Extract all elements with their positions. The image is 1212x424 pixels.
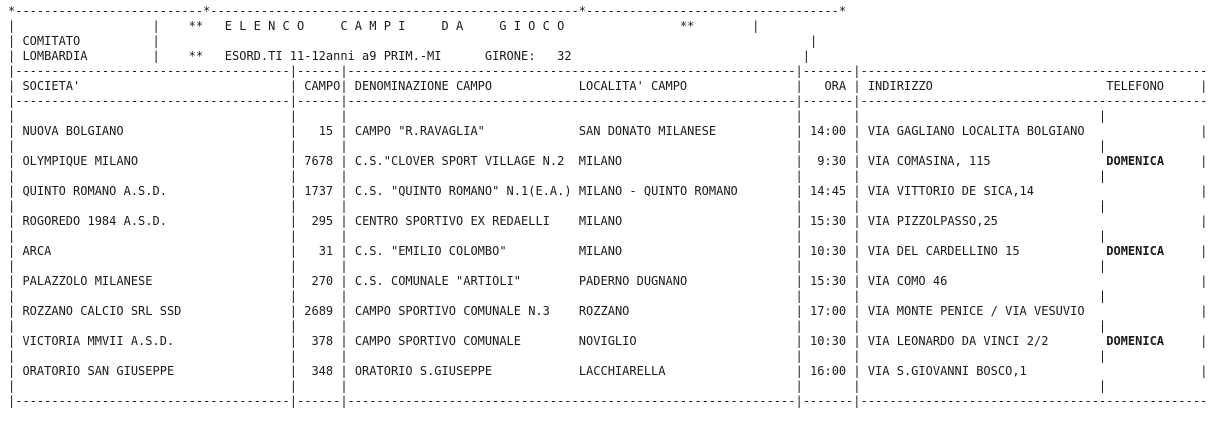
group-label: GIRONE: xyxy=(484,49,536,63)
row-localita: SAN DONATO MILANESE xyxy=(578,124,717,138)
row-indirizzo: VIA PIZZOLPASSO,25 xyxy=(867,214,998,228)
row-denominazione: C.S. COMUNALE "ARTIOLI" xyxy=(354,274,522,288)
row-denominazione: CAMPO SPORTIVO COMUNALE N.3 xyxy=(354,304,550,318)
table-row: | ORATORIO SAN GIUSEPPE | 348 | ORATORIO S.GIUSEPPE LACCHIARELLA | 16:00 | VIA S.GIOVANNI BOSCO,1 | xyxy=(8,364,1208,378)
row-societa: QUINTO ROMANO A.S.D. xyxy=(22,184,167,198)
table-row: | VICTORIA MMVII A.S.D. | 378 | CAMPO SPORTIVO COMUNALE NOVIGLIO | 10:30 | VIA LEONARDO DA VINCI 2/2 DOMENICA | xyxy=(8,334,1208,348)
row-denominazione: C.S."CLOVER SPORT VILLAGE N.2 xyxy=(354,154,565,168)
col-campo: CAMPO xyxy=(304,79,341,93)
row-localita: MILANO xyxy=(578,244,623,258)
row-denominazione: C.S. "EMILIO COLOMBO" xyxy=(354,244,507,258)
row-indirizzo: VIA GAGLIANO LOCALITA BOLGIANO xyxy=(867,124,1085,138)
fields-list-document xyxy=(8,4,1207,409)
blank-line: | | | | | | xyxy=(8,289,1107,303)
blank-line: | | | | | | xyxy=(8,349,1107,363)
row-campo: 7678 xyxy=(304,154,334,168)
blank-line: | | | | | | xyxy=(8,109,1107,123)
row-indirizzo: VIA LEONARDO DA VINCI 2/2 xyxy=(867,334,1049,348)
table-row: | ROZZANO CALCIO SRL SSD | 2689 | CAMPO SPORTIVO COMUNALE N.3 ROZZANO | 17:00 | VIA MONTE PENICE / VIA VESUVIO | xyxy=(8,304,1208,318)
row-telefono: DOMENICA xyxy=(1106,154,1165,168)
row-campo: 31 xyxy=(318,244,334,258)
row-localita: PADERNO DUGNANO xyxy=(578,274,688,288)
row-campo: 295 xyxy=(311,214,334,228)
group-value: 32 xyxy=(557,49,572,63)
row-localita: MILANO xyxy=(578,154,623,168)
row-ora: 10:30 xyxy=(810,244,847,258)
row-indirizzo: VIA S.GIOVANNI BOSCO,1 xyxy=(867,364,1027,378)
row-denominazione: ORATORIO S.GIUSEPPE xyxy=(354,364,493,378)
col-societa: SOCIETA' xyxy=(22,79,81,93)
row-telefono: DOMENICA xyxy=(1106,244,1165,258)
committee-line: | COMITATO | | xyxy=(8,34,818,48)
row-campo: 270 xyxy=(311,274,334,288)
col-localita: LOCALITA' CAMPO xyxy=(578,79,688,93)
col-telefono: TELEFONO xyxy=(1106,79,1165,93)
row-indirizzo: VIA MONTE PENICE / VIA VESUVIO xyxy=(867,304,1085,318)
table-row: | ROGOREDO 1984 A.S.D. | 295 | CENTRO SPORTIVO EX REDAELLI MILANO | 15:30 | VIA PIZZOLPASSO,25 | xyxy=(8,214,1208,228)
row-societa: PALAZZOLO MILANESE xyxy=(22,274,153,288)
title-line: | | ** E L E N C O C A M P I D A G I O C O ** | xyxy=(8,19,760,33)
row-societa: ROGOREDO 1984 A.S.D. xyxy=(22,214,167,228)
committee-line2: LOMBARDIA xyxy=(22,49,88,63)
header-separator: |--------------------------------------|------|--------------------------------------------------------------|-------|------------------------------------------------ xyxy=(8,94,1208,108)
col-indirizzo: INDIRIZZO xyxy=(867,79,933,93)
blank-line: | | | | | | xyxy=(8,199,1107,213)
row-denominazione: C.S. "QUINTO ROMANO" N.1(E.A.) xyxy=(354,184,572,198)
blank-line: | | | | | | xyxy=(8,379,1107,393)
table-row: | NUOVA BOLGIANO | 15 | CAMPO "R.RAVAGLIA" SAN DONATO MILANESE | 14:00 | VIA GAGLIANO LOCALITA BOLGIANO | xyxy=(8,124,1208,138)
table-row: | PALAZZOLO MILANESE | 270 | C.S. COMUNALE "ARTIOLI" PADERNO DUGNANO | 15:30 | VIA COMO 46 | xyxy=(8,274,1208,288)
row-campo: 1737 xyxy=(304,184,334,198)
row-societa: ORATORIO SAN GIUSEPPE xyxy=(22,364,175,378)
table-row: | QUINTO ROMANO A.S.D. | 1737 | C.S. "QUINTO ROMANO" N.1(E.A.) MILANO - QUINTO ROMANO | 14:45 | VIA VITTORIO DE SICA,14 | xyxy=(8,184,1208,198)
row-ora: 15:30 xyxy=(810,274,847,288)
row-localita: NOVIGLIO xyxy=(578,334,637,348)
row-indirizzo: VIA DEL CARDELLINO 15 xyxy=(867,244,1020,258)
blank-line: | | | | | | xyxy=(8,169,1107,183)
report-title: E L E N C O C A M P I D A G I O C O xyxy=(224,19,565,33)
row-telefono: DOMENICA xyxy=(1106,334,1165,348)
row-localita: ROZZANO xyxy=(578,304,630,318)
row-campo: 2689 xyxy=(304,304,334,318)
blank-line: | | | | | | xyxy=(8,139,1107,153)
row-indirizzo: VIA COMO 46 xyxy=(867,274,948,288)
row-localita: MILANO - QUINTO ROMANO xyxy=(578,184,738,198)
row-localita: MILANO xyxy=(578,214,623,228)
row-ora: 10:30 xyxy=(810,334,847,348)
row-ora: 16:00 xyxy=(810,364,847,378)
row-ora: 14:00 xyxy=(810,124,847,138)
row-localita: LACCHIARELLA xyxy=(578,364,666,378)
table-row: | OLYMPIQUE MILANO | 7678 | C.S."CLOVER SPORT VILLAGE N.2 MILANO | 9:30 | VIA COMASINA, 115 DOMENICA | xyxy=(8,154,1208,168)
row-societa: OLYMPIQUE MILANO xyxy=(22,154,139,168)
table-row: | ARCA | 31 | C.S. "EMILIO COLOMBO" MILANO | 10:30 | VIA DEL CARDELLINO 15 DOMENICA | xyxy=(8,244,1208,258)
table-border-bottom: |--------------------------------------|------|--------------------------------------------------------------|-------|------------------------------------------------ xyxy=(8,394,1208,408)
row-societa: VICTORIA MMVII A.S.D. xyxy=(22,334,175,348)
row-societa: ARCA xyxy=(22,244,52,258)
column-header-line: | SOCIETA' | CAMPO| DENOMINAZIONE CAMPO LOCALITA' CAMPO | ORA | INDIRIZZO TELEFONO | xyxy=(8,79,1208,93)
row-societa: NUOVA BOLGIANO xyxy=(22,124,124,138)
row-indirizzo: VIA COMASINA, 115 xyxy=(867,154,991,168)
row-ora: 9:30 xyxy=(817,154,847,168)
committee-line1: COMITATO xyxy=(22,34,81,48)
row-campo: 348 xyxy=(311,364,334,378)
row-societa: ROZZANO CALCIO SRL SSD xyxy=(22,304,182,318)
row-ora: 15:30 xyxy=(810,214,847,228)
row-denominazione: CAMPO SPORTIVO COMUNALE xyxy=(354,334,521,348)
blank-line: | | | | | | xyxy=(8,319,1107,333)
row-ora: 17:00 xyxy=(810,304,847,318)
col-ora: ORA xyxy=(824,79,847,93)
table-border-top: |--------------------------------------|------|--------------------------------------------------------------|-------|------------------------------------------------ xyxy=(8,64,1208,78)
row-campo: 378 xyxy=(311,334,334,348)
blank-line: | | | | | | xyxy=(8,259,1107,273)
row-campo: 15 xyxy=(318,124,334,138)
border-top: *--------------------------*---------------------------------------------------*-----------------------------------* xyxy=(8,4,847,18)
row-ora: 14:45 xyxy=(810,184,847,198)
category-line: | LOMBARDIA | ** ESORD.TI 11-12anni a9 PRIM.-MI GIRONE: 32 | xyxy=(8,49,811,63)
col-denominazione: DENOMINAZIONE CAMPO xyxy=(354,79,493,93)
blank-line: | | | | | | xyxy=(8,229,1107,243)
row-denominazione: CAMPO "R.RAVAGLIA" xyxy=(354,124,485,138)
category: ESORD.TI 11-12anni a9 PRIM.-MI xyxy=(224,49,442,63)
row-denominazione: CENTRO SPORTIVO EX REDAELLI xyxy=(354,214,550,228)
row-indirizzo: VIA VITTORIO DE SICA,14 xyxy=(867,184,1035,198)
